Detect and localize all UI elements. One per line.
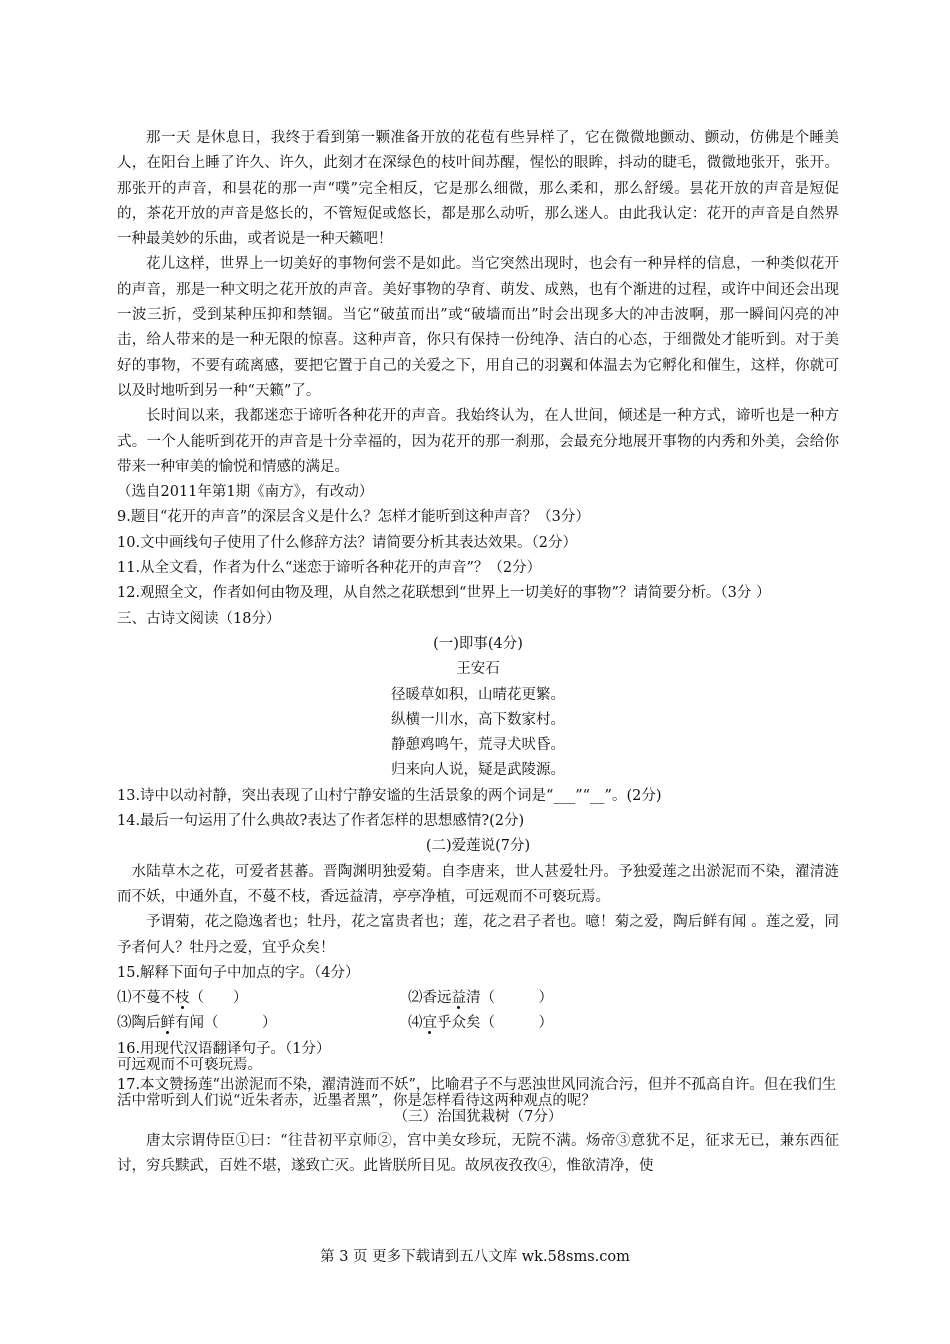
question-15: 15.解释下面句子中加点的字。（4分） (117, 964, 360, 981)
question-9: 9.题目“花开的声音”的深层含义是什么？怎样才能听到这种声音？（3分） (117, 509, 590, 526)
poem-author: 王安石 (456, 661, 500, 678)
passage-paragraph-1: 那一天 是休息日，我终于看到第一颗准备开放的花苞有些异样了，它在微微地颤动、颤动，仿佛是个睡美人，在阳台上睡了许久、许久，此刻才在深绿色的枝叶间苏醒，惺忪的眼眸，抖动的睫毛，微微地张开，张开。那张开的声音，和昙花的那一声“噗”完全相反，它是那么细微，那么柔和，那么舒缓。昙花开放的声音是短促的，茶花开放的声音是悠长的，不管短促或悠长，都是那么动听，那么迷人。由此我认定：花开的声音是自然界一种最美妙的乐曲，或者说是一种天籁吧！ (117, 130, 839, 248)
poem-line: 归来向人说，疑是武陵源。 (391, 762, 565, 779)
emphasis-dot-char: 益 (451, 990, 466, 1007)
question-12: 12.观照全文，作者如何由物及理，从自然之花联想到“世界上一切美好的事物”？请简要分析。（3分 ） (117, 585, 771, 602)
lotus-paragraph-2: 予谓菊，花之隐逸者也；牡丹，花之富贵者也；莲，花之君子者也。噫！菊之爱，陶后鲜有闻 。莲之爱，同予者何人？牡丹之爱，宜乎众矣！ (117, 914, 839, 956)
question-10: 10.文中画线句子使用了什么修辞方法？请简要分析其表达效果。（2分） (117, 534, 578, 551)
poem-line: 径暖草如积，山晴花更繁。 (391, 686, 565, 703)
poem-title: (一)即事(4分) (433, 635, 523, 652)
question-15-row (117, 986, 839, 1011)
question-17: 17.本文赞扬莲“出淤泥而不染，濯清涟而不妖”，比喻君子不与恶浊世风同流合污，但并不孤高自许。但在我们生活中常听到人们说“近朱者赤，近墨者黑”，你是怎样看待这两种观点的呢？ (117, 1076, 837, 1109)
document-page (117, 126, 839, 1179)
question-15-item: ⑶陶后鲜有闻（ ） (117, 1015, 277, 1032)
lotus-title: (二)爱莲说(7分) (425, 838, 531, 855)
question-13: 13.诗中以动衬静，突出表现了山村宁静安谧的生活景象的两个词是“___”“__”。(2分) (117, 787, 662, 804)
passage-paragraph-3: 长时间以来，我都迷恋于谛听各种花开的声音。我始终认为，在人世间，倾述是一种方式，谛听也是一种方式。一个人能听到花开的声音是十分幸福的，因为花开的那一刹那，会最充分地展开事物的内秀和外美，会给你带来一种审美的愉悦和情感的满足。 (117, 408, 839, 475)
question-16-sentence: 可远观而不可亵玩焉。 (117, 1056, 262, 1073)
emphasis-dot-char: 枝 (175, 990, 190, 1007)
question-15-item: ⑴不蔓不枝（ ） (117, 990, 248, 1007)
question-14: 14.最后一句运用了什么典故?表达了作者怎样的思想感情?(2分) (117, 813, 525, 830)
passage-paragraph-2: 花儿这样，世界上一切美好的事物何尝不是如此。当它突然出现时，也会有一种异样的信息，一种类似花开的声音，那是一种文明之花开放的声音。美好事物的孕育、萌发、成熟，也有个渐进的过程，或许中间还会出现一波三折，受到某种压抑和禁锢。当它“破茧而出”或“破墙而出”时会出现多大的冲击波啊，那一瞬间闪亮的冲击，给人带来的是一种无限的惊喜。这种声音，你只有保持一份纯净、洁白的心态，于细微处才能听到。对于美好的事物，不要有疏离感，要把它置于自己的关爱之下，用自己的羽翼和体温去为它孵化和催生，这样，你就可以及时地听到另一种“天籁”了。 (117, 256, 839, 399)
passage-source: （选自2011年第1期《南方》，有改动） (117, 484, 374, 501)
page-footer: 第 3 页 更多下载请到五八文库 wk.58sms.com (320, 1249, 630, 1265)
emphasis-dot-char: 鲜 (160, 1015, 175, 1032)
zhiguo-paragraph-1: 唐太宗谓侍臣①曰：“往昔初平京师②，宫中美女珍玩，无院不满。炀帝③意犹不足，征求无已，兼东西征讨，穷兵黩武，百姓不堪，遂致亡灭。此皆朕所目见。故夙夜孜孜④，惟欲清净，使 (117, 1132, 839, 1174)
question-15-item: ⑷宜乎众矣（ ） (408, 1015, 553, 1032)
question-15-item: ⑵香远益清（ ） (408, 990, 553, 1007)
emphasis-dot-char: 宜 (422, 1015, 437, 1032)
poem-line: 纵横一川水，高下数家村。 (391, 711, 565, 728)
poem-line: 静憩鸡鸣午，荒寻犬吠昏。 (391, 737, 565, 754)
question-15-row (117, 1011, 839, 1036)
section-3-title: 三、古诗文阅读（18分） (117, 610, 281, 627)
zhiguo-title: （三）治国犹栽树（7分） (393, 1108, 563, 1125)
lotus-paragraph-1: 水陆草木之花，可爱者甚蕃。晋陶渊明独爱菊。自李唐来，世人甚爱牡丹。予独爱莲之出淤泥而不染，濯清涟而不妖，中通外直，不蔓不枝，香远益清，亭亭净植，可远观而不可亵玩焉。 (117, 863, 839, 905)
question-11: 11.从全文看，作者为什么“迷恋于谛听各种花开的声音”？（2分） (117, 560, 542, 577)
question-16: 16.用现代汉语翻译句子。（1分） (117, 1040, 331, 1057)
poem-block (117, 632, 839, 784)
